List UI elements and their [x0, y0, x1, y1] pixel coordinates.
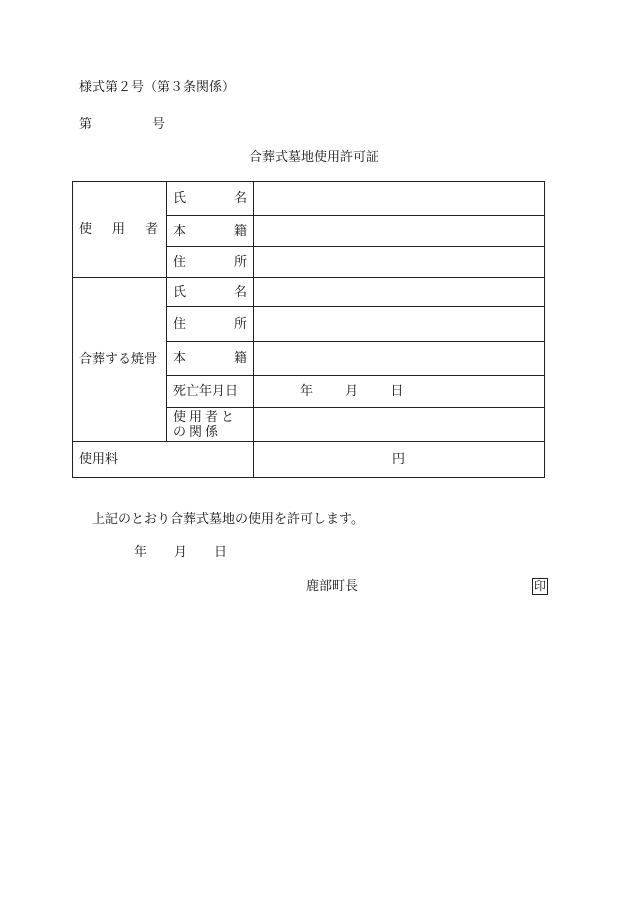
document-title: 合葬式墓地使用許可証	[249, 150, 380, 165]
user-domicile-field[interactable]	[254, 216, 545, 247]
death-date-field[interactable]	[254, 376, 545, 408]
table-row	[73, 278, 545, 307]
issue-date	[134, 545, 227, 561]
user-name-field[interactable]	[254, 182, 545, 216]
issuer-title: 鹿部町長	[306, 579, 359, 594]
official-seal	[532, 578, 548, 595]
remains-name-label: 氏 名	[167, 278, 254, 307]
number-prefix: 第	[79, 117, 93, 132]
remains-name-field[interactable]	[254, 278, 545, 307]
table-row	[73, 182, 545, 216]
permission-statement: 上記のとおり合葬式墓地の使用を許可します。	[92, 512, 364, 527]
issue-date-year: 年	[134, 545, 148, 560]
user-address-label: 住 所	[167, 247, 254, 278]
fee-label: 使用料	[73, 442, 254, 478]
number-suffix: 号	[152, 117, 166, 132]
remains-group-label: 合葬する焼骨	[73, 278, 167, 442]
user-name-label: 氏 名	[167, 182, 254, 216]
issue-date-month: 月	[174, 545, 188, 560]
remains-address-field[interactable]	[254, 307, 545, 342]
seal-mark: 印	[533, 579, 546, 593]
user-group-label: 使 用 者	[73, 182, 167, 278]
user-address-field[interactable]	[254, 247, 545, 278]
relationship-field[interactable]	[254, 408, 545, 442]
remains-address-label: 住 所	[167, 307, 254, 342]
document-number-line	[79, 117, 165, 133]
death-date-month: 月	[345, 384, 359, 399]
permit-form-table	[72, 181, 545, 478]
remains-domicile-label: 本 籍	[167, 342, 254, 376]
fee-unit: 円	[392, 452, 406, 467]
table-row	[73, 442, 545, 478]
fee-field[interactable]	[254, 442, 545, 478]
death-date-year: 年	[300, 384, 314, 399]
user-domicile-label: 本 籍	[167, 216, 254, 247]
issue-date-day: 日	[214, 545, 228, 560]
relationship-label: 使用者との関係	[167, 408, 254, 442]
form-label: 様式第２号（第３条関係）	[79, 80, 236, 95]
remains-domicile-field[interactable]	[254, 342, 545, 376]
death-date-label: 死亡年月日	[167, 376, 254, 408]
death-date-day: 日	[390, 384, 404, 399]
